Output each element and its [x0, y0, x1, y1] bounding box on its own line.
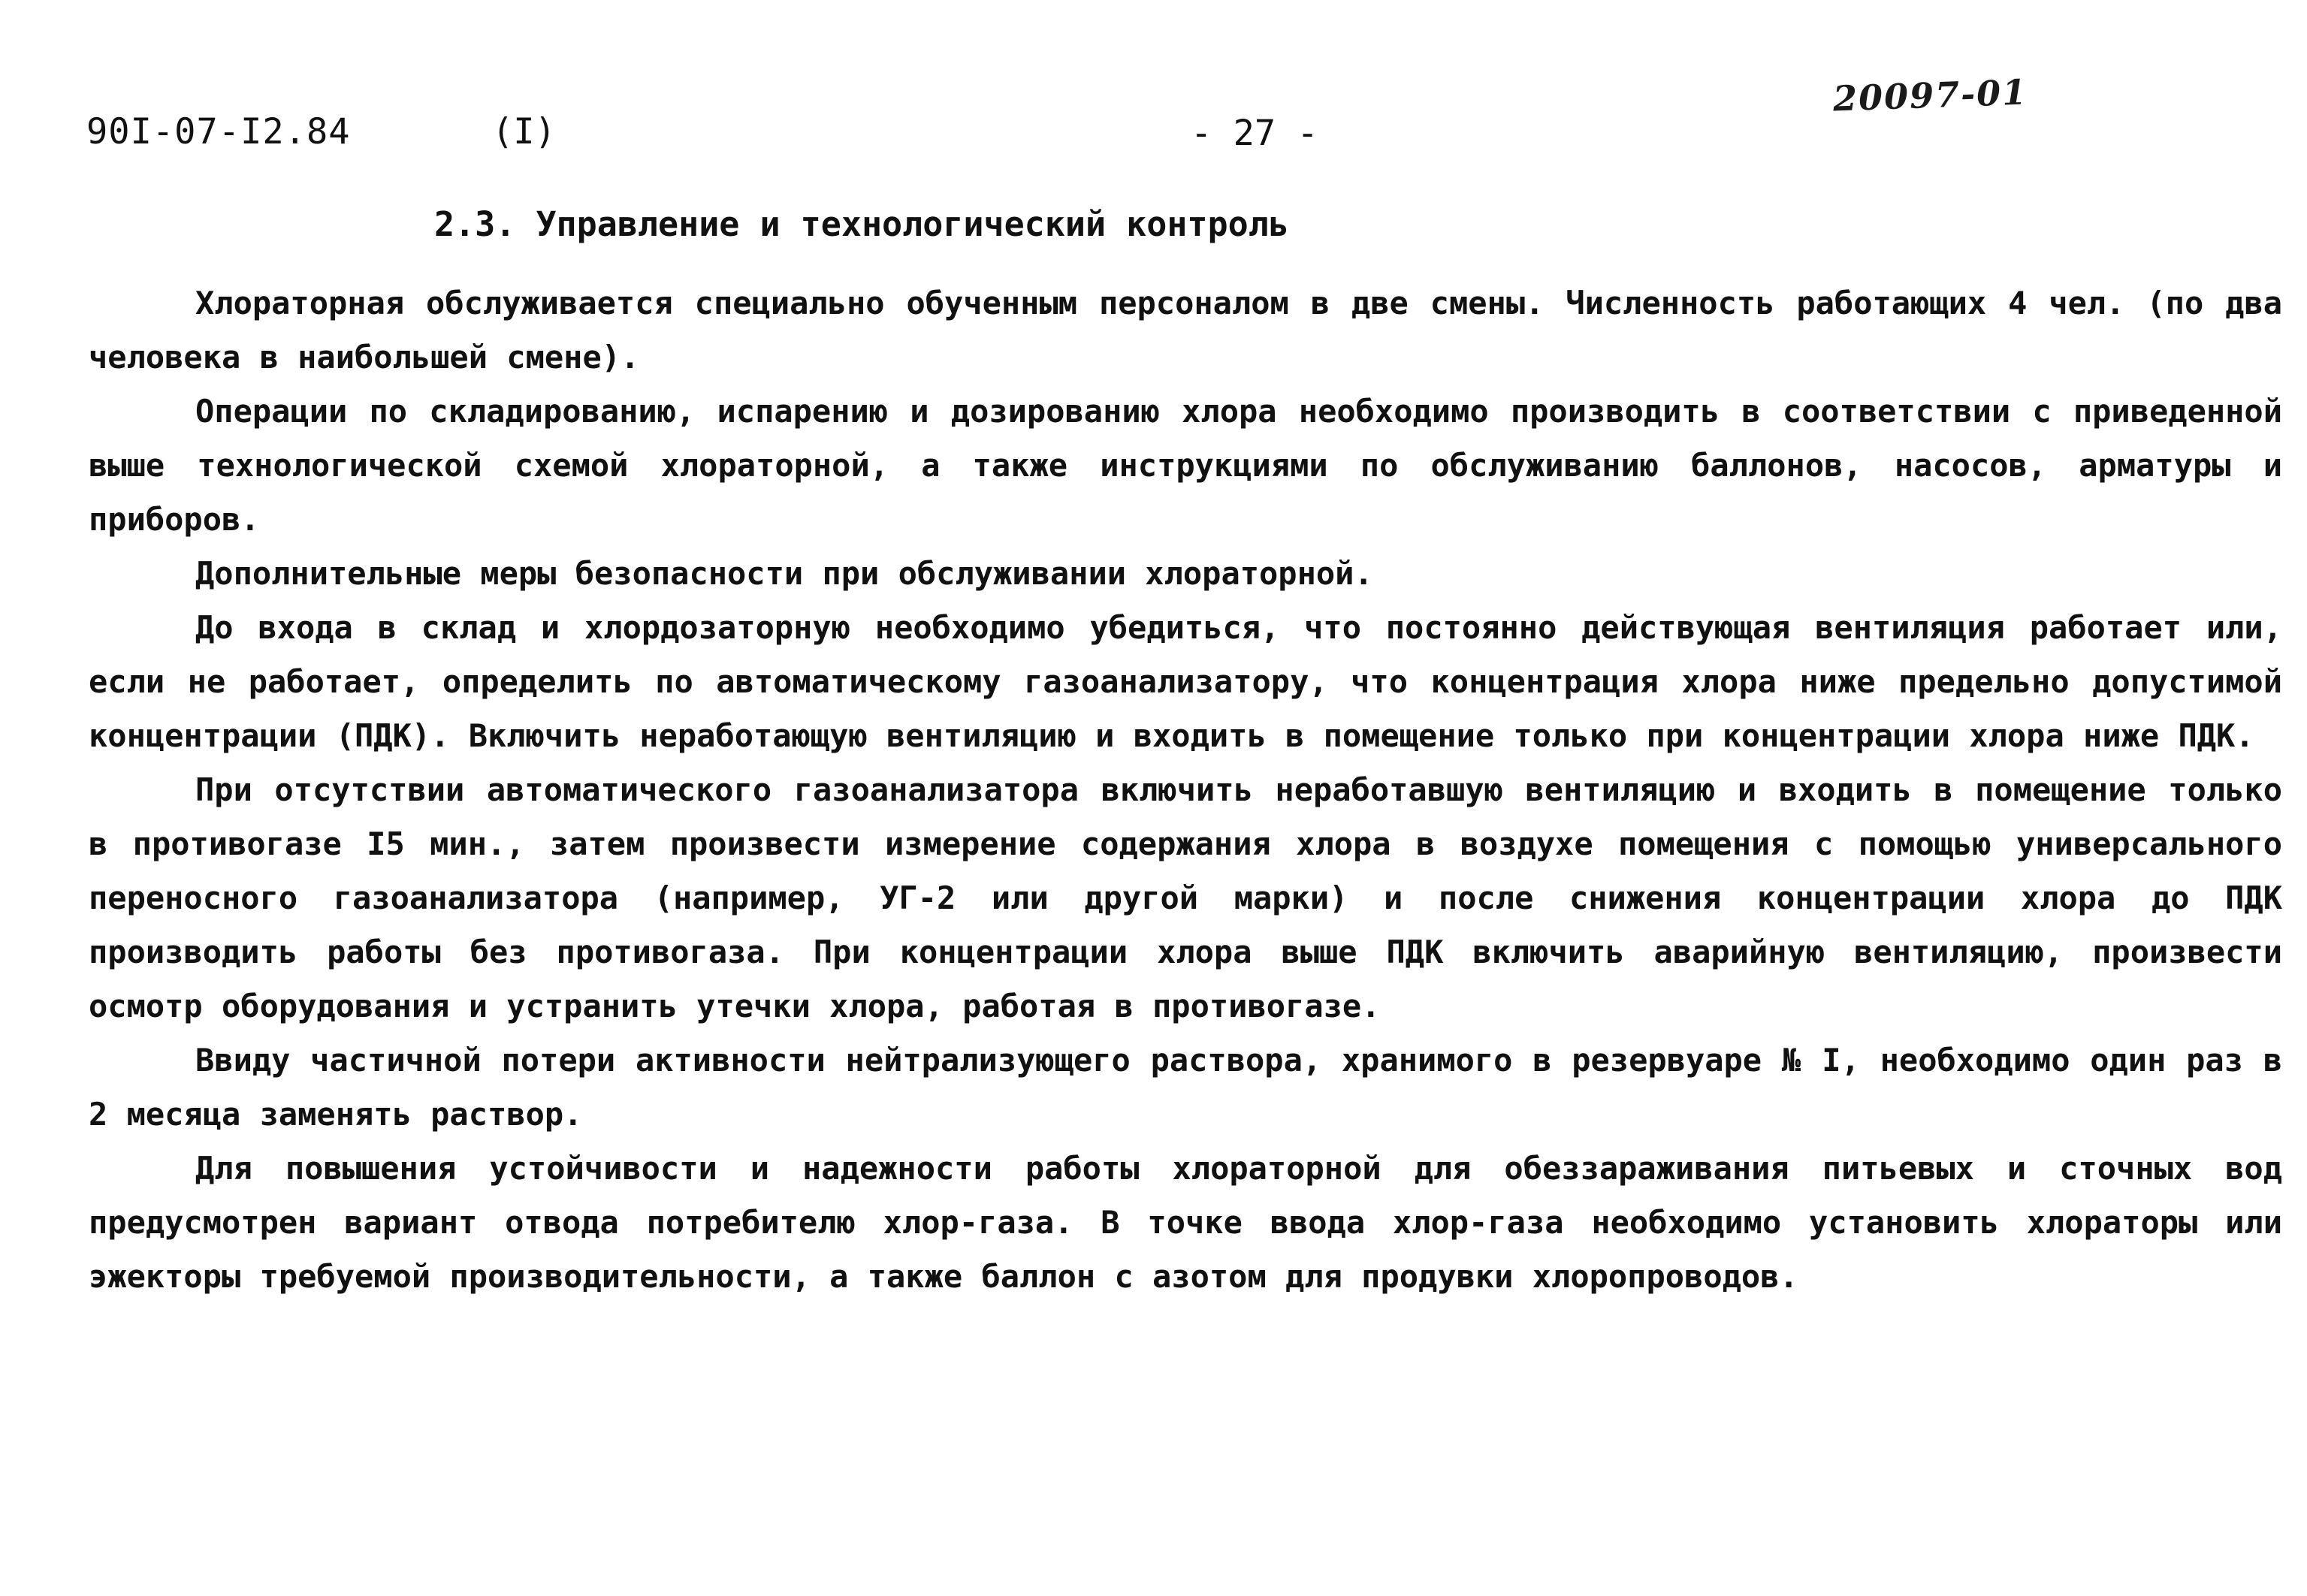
handwritten-archive-number: 20097-01 — [1832, 71, 2029, 119]
part-number: (I) — [492, 111, 556, 152]
paragraph-operations: Операции по складированию, испарению и дозированию хлора необходимо производить в соответствии с приведенной выше технологической схемой хлораторной, а также инструкциями по обслуживанию баллонов, насосов, арматуры и приборов. — [89, 393, 2282, 538]
paragraph-reliability: Для повышения устойчивости и надежности работы хлораторной для обеззараживания питьевых и сточных вод предусмотрен вариант отвода потребителю хлор-газа. В точке ввода хлор-газа необходимо установить хлораторы или эжекторы требуемой производительности, а также баллон с азотом для продувки хлоропроводов. — [89, 1150, 2282, 1295]
page-number: - 27 - — [1191, 113, 1318, 154]
paragraph-no-analyzer: При отсутствии автоматического газоанализатора включить неработавшую вентиляцию и входить в помещение только в противогазе I5 мин., затем произвести измерение содержания хлора в воздухе помещения с помощью универсального переносного газоанализатора (например, УГ-2 или другой марки) и после снижения концентрации хлора до ПДК производить работы без противогаза. При концентрации хлора выше ПДК включить аварийную вентиляцию, произвести осмотр оборудования и устранить утечки хлора, работая в противогазе. — [89, 771, 2282, 1024]
document-code: 90I-07-I2.84 — [86, 111, 351, 152]
paragraph-solution-replacement: Ввиду частичной потери активности нейтрализующего раствора, хранимого в резервуаре № I, необходимо один раз в 2 месяца заменять раствор. — [89, 1042, 2282, 1133]
section-title: 2.3. Управление и технологический контроль — [434, 204, 1289, 244]
paragraph-staffing: Хлораторная обслуживается специально обученным персоналом в две смены. Численность работающих 4 чел. (по два человека в наибольшей смене). — [89, 285, 2282, 376]
paragraph-ventilation: До входа в склад и хлордозаторную необходимо убедиться, что постоянно действующая вентиляция работает или, если не работает, определить по автоматическому газоанализатору, что концентрация хлора ниже предельно допустимой концентрации (ПДК). Включить неработающую вентиляцию и входить в помещение только при концентрации хлора ниже ПДК. — [89, 609, 2282, 754]
body-text — [89, 276, 2282, 1304]
paragraph-safety-heading: Дополнительные меры безопасности при обслуживании хлораторной. — [195, 555, 1373, 592]
